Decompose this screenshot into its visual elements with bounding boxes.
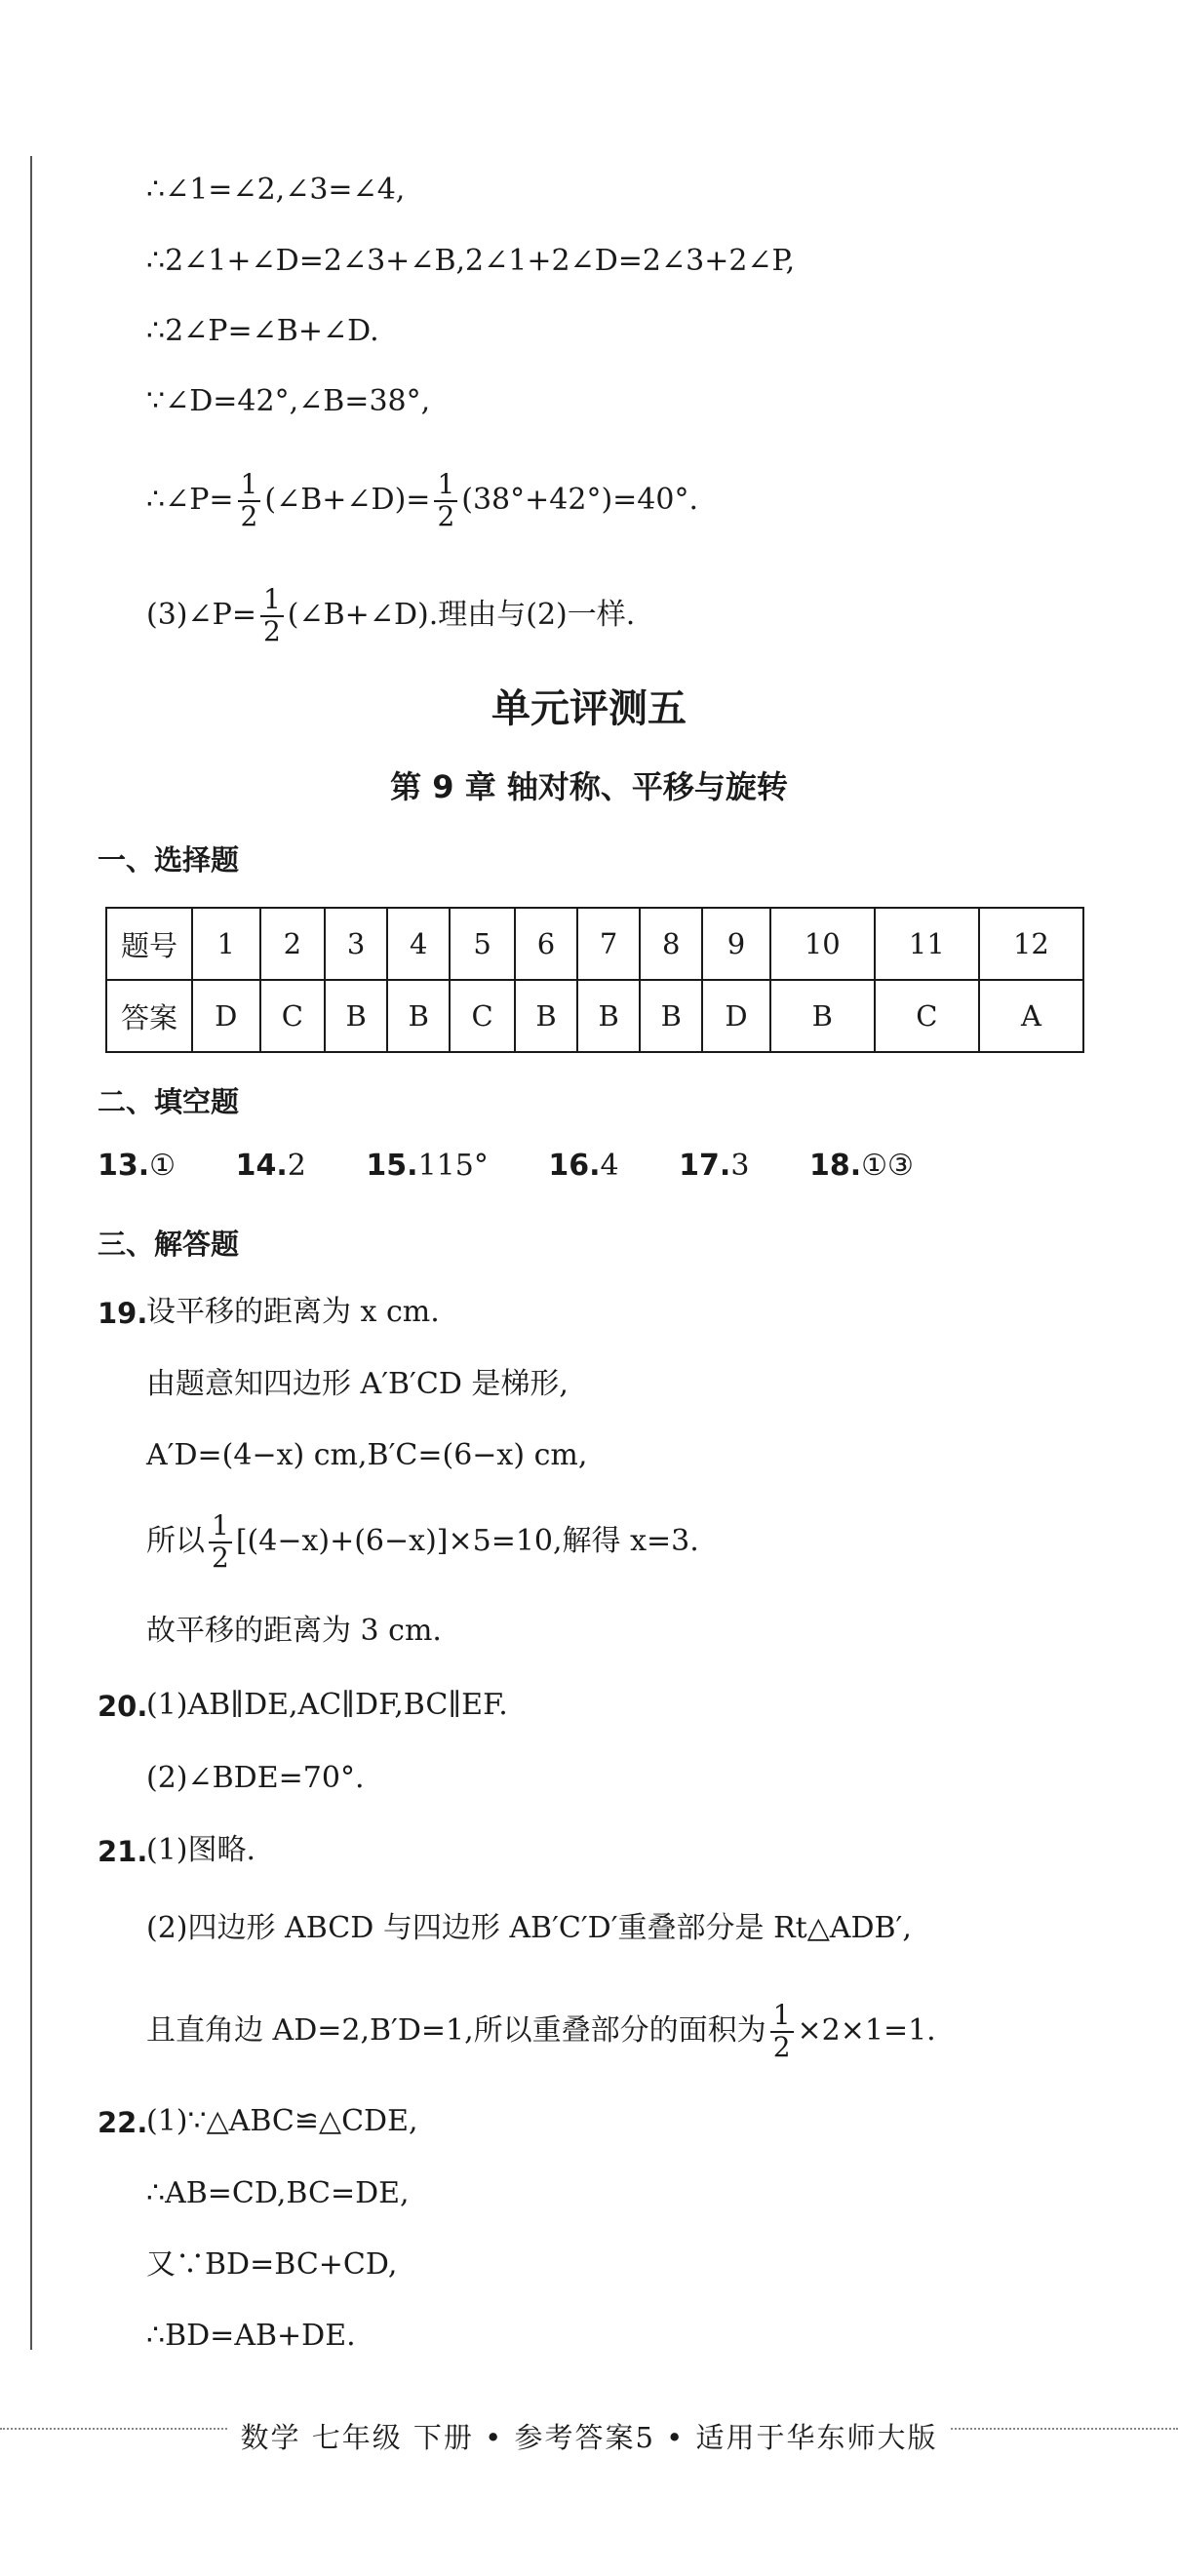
q21-line-3 bbox=[146, 2001, 936, 2063]
q19-line-3: A′D=(4−x) cm,B′C=(6−x) cm, bbox=[146, 1438, 588, 1472]
part3-prefix: (3)∠P= bbox=[146, 597, 256, 632]
question-number: 15. bbox=[366, 1149, 418, 1183]
fraction-denominator: 2 bbox=[209, 1542, 232, 1574]
question-number: 16. bbox=[548, 1149, 601, 1183]
q21-line-3-prefix: 且直角边 AD=2,B′D=1,所以重叠部分的面积为 bbox=[146, 2012, 766, 2048]
q19-line-1: 设平移的距离为 x cm. bbox=[146, 1295, 440, 1329]
table-cell: A bbox=[979, 980, 1083, 1052]
answer-value: 4 bbox=[600, 1149, 619, 1183]
fraction-numerator: 1 bbox=[212, 1509, 229, 1542]
fraction-denominator: 2 bbox=[434, 500, 457, 532]
table-cell: 10 bbox=[770, 908, 875, 980]
fraction-numerator: 1 bbox=[772, 1999, 791, 2031]
table-cell: D bbox=[192, 980, 260, 1052]
table-cell: 4 bbox=[387, 908, 450, 980]
fraction-denominator: 2 bbox=[260, 615, 284, 647]
q19-line-4-suffix: [(4−x)+(6−x)]×5=10,解得 x=3. bbox=[235, 1523, 699, 1558]
question-number-21: 21. bbox=[98, 1835, 148, 1868]
part3-line bbox=[146, 585, 635, 647]
q20-line-1: (1)AB∥DE,AC∥DF,BC∥EF. bbox=[146, 1688, 508, 1722]
left-margin-rule bbox=[30, 156, 32, 2350]
question-number-19: 19. bbox=[98, 1297, 148, 1330]
footer-text: 数学 七年级 下册 • 参考答案5 • 适用于华东师大版 bbox=[227, 2421, 952, 2454]
fraction bbox=[209, 1511, 232, 1574]
chapter-title: 第 9 章 轴对称、平移与旋转 bbox=[390, 768, 788, 805]
table-row bbox=[106, 908, 1083, 980]
table-cell: 3 bbox=[325, 908, 387, 980]
table-cell: 11 bbox=[875, 908, 979, 980]
question-number: 17. bbox=[679, 1149, 731, 1183]
table-cell: B bbox=[640, 980, 702, 1052]
fill-in-answers bbox=[98, 1149, 964, 1183]
fill-item bbox=[366, 1149, 488, 1183]
q21-line-2: (2)四边形 ABCD 与四边形 AB′C′D′重叠部分是 Rt△ADB′, bbox=[146, 1911, 912, 1945]
question-number-22: 22. bbox=[98, 2106, 148, 2139]
fill-item bbox=[809, 1149, 914, 1183]
table-cell: C bbox=[260, 980, 326, 1052]
page-footer bbox=[0, 2416, 1178, 2456]
q22-line-1: (1)∵△ABC≌△CDE, bbox=[146, 2104, 418, 2138]
section-heading-fill: 二、填空题 bbox=[98, 1085, 240, 1118]
question-number-20: 20. bbox=[98, 1690, 148, 1723]
proof-line-4: ∵∠D=42°,∠B=38°, bbox=[146, 384, 431, 418]
table-cell: B bbox=[387, 980, 450, 1052]
fill-item bbox=[679, 1149, 749, 1183]
proof-line-1: ∴∠1=∠2,∠3=∠4, bbox=[146, 173, 406, 207]
q21-line-3-suffix: ×2×1=1. bbox=[797, 2012, 936, 2048]
q19-line-5: 故平移的距离为 3 cm. bbox=[146, 1614, 442, 1648]
table-cell: 2 bbox=[260, 908, 326, 980]
answer-table bbox=[105, 907, 1084, 1053]
calc-prefix: ∴∠P= bbox=[146, 482, 234, 517]
fill-item bbox=[548, 1149, 618, 1183]
table-cell: 8 bbox=[640, 908, 702, 980]
q19-line-2: 由题意知四边形 A′B′CD 是梯形, bbox=[146, 1367, 569, 1401]
fill-item bbox=[236, 1149, 306, 1183]
table-row-label: 答案 bbox=[106, 980, 192, 1052]
table-cell: 9 bbox=[702, 908, 770, 980]
table-cell: B bbox=[515, 980, 577, 1052]
table-cell: 5 bbox=[450, 908, 515, 980]
fraction bbox=[238, 470, 261, 532]
fraction bbox=[434, 470, 457, 532]
fraction-numerator: 1 bbox=[240, 468, 258, 500]
calc-mid: (∠B+∠D)= bbox=[264, 482, 431, 517]
proof-line-2: ∴2∠1+∠D=2∠3+∠B,2∠1+2∠D=2∠3+2∠P, bbox=[146, 244, 796, 278]
q20-line-2: (2)∠BDE=70°. bbox=[146, 1761, 365, 1795]
fill-item bbox=[98, 1149, 176, 1183]
question-number: 13. bbox=[98, 1149, 150, 1183]
q22-line-2: ∴AB=CD,BC=DE, bbox=[146, 2176, 410, 2210]
q22-line-3: 又∵BD=BC+CD, bbox=[146, 2247, 398, 2282]
table-cell: B bbox=[577, 980, 640, 1052]
q19-line-4 bbox=[146, 1511, 699, 1574]
question-number: 18. bbox=[808, 1149, 862, 1183]
fraction bbox=[770, 2001, 794, 2063]
part3-suffix: (∠B+∠D).理由与(2)一样. bbox=[287, 597, 636, 632]
q19-line-4-prefix: 所以 bbox=[146, 1523, 205, 1558]
table-cell: 12 bbox=[979, 908, 1083, 980]
section-heading-choice: 一、选择题 bbox=[98, 843, 240, 877]
table-cell: 7 bbox=[577, 908, 640, 980]
q22-line-4: ∴BD=AB+DE. bbox=[146, 2319, 356, 2353]
table-row bbox=[106, 980, 1083, 1052]
q21-line-1: (1)图略. bbox=[146, 1833, 256, 1867]
answer-value: ①③ bbox=[861, 1149, 914, 1183]
table-cell: 1 bbox=[192, 908, 260, 980]
fraction-denominator: 2 bbox=[770, 2031, 794, 2063]
table-cell: B bbox=[770, 980, 875, 1052]
answer-value: ① bbox=[149, 1149, 177, 1183]
fraction-numerator: 1 bbox=[437, 468, 455, 500]
section-heading-solve: 三、解答题 bbox=[98, 1228, 240, 1261]
answer-value: 3 bbox=[730, 1149, 750, 1183]
fraction-denominator: 2 bbox=[238, 500, 261, 532]
fraction-numerator: 1 bbox=[262, 583, 281, 615]
calc-line bbox=[146, 470, 698, 532]
answer-value: 115° bbox=[417, 1149, 489, 1183]
table-cell: D bbox=[702, 980, 770, 1052]
table-cell: C bbox=[450, 980, 515, 1052]
table-row-label: 题号 bbox=[106, 908, 192, 980]
question-number: 14. bbox=[235, 1149, 288, 1183]
fraction bbox=[260, 585, 284, 647]
proof-line-3: ∴2∠P=∠B+∠D. bbox=[146, 314, 379, 348]
table-cell: C bbox=[875, 980, 979, 1052]
table-cell: B bbox=[325, 980, 387, 1052]
unit-title: 单元评测五 bbox=[491, 686, 687, 731]
table-cell: 6 bbox=[515, 908, 577, 980]
answer-value: 2 bbox=[287, 1149, 306, 1183]
calc-suffix: (38°+42°)=40°. bbox=[461, 482, 699, 517]
